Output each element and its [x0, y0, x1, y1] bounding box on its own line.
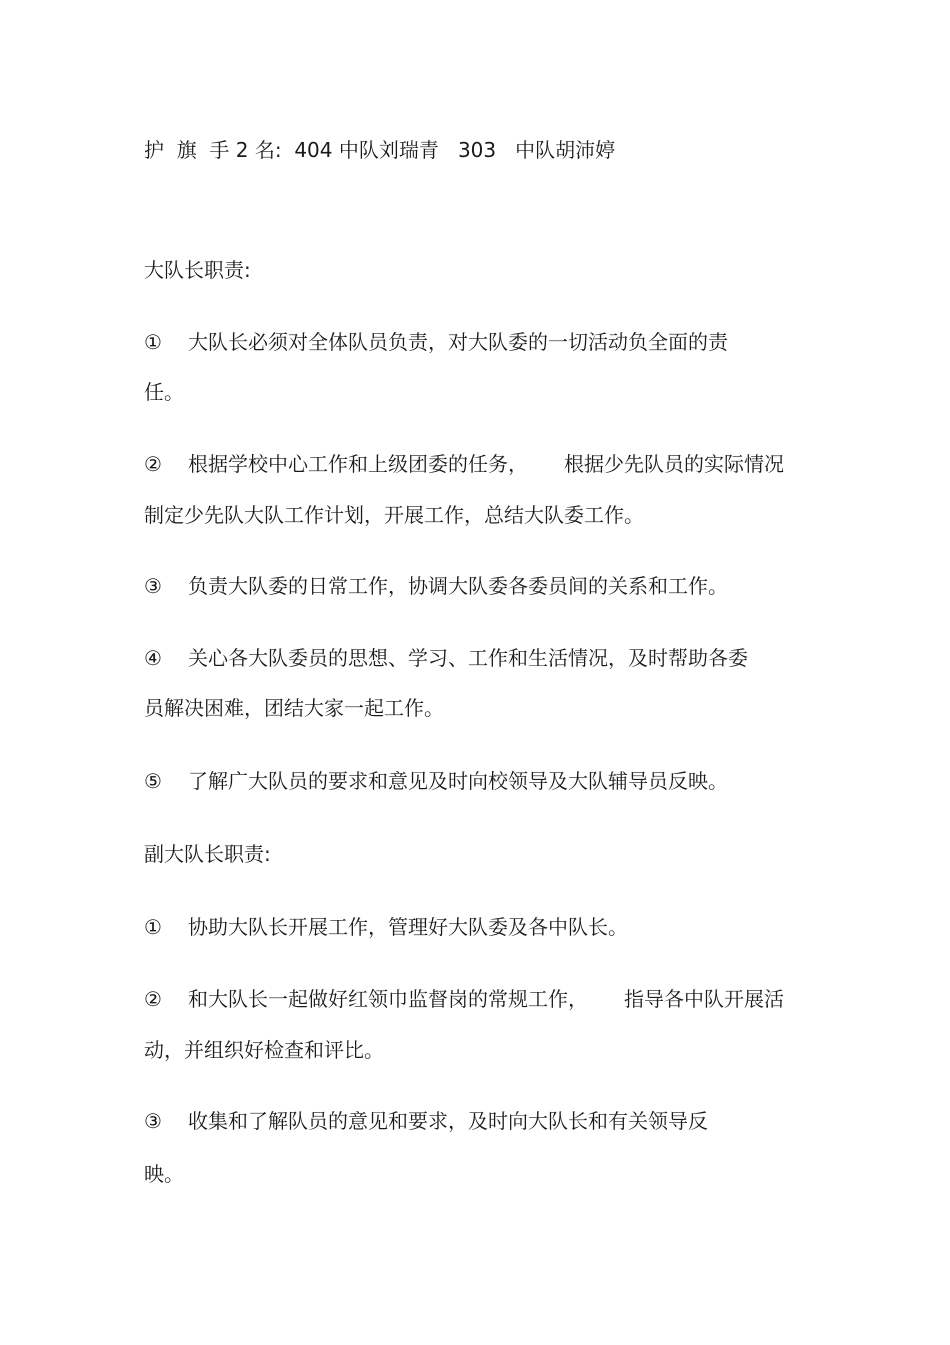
guard-member-1: 404 中队刘瑞青	[294, 138, 439, 162]
captain-item-3	[144, 574, 728, 598]
item-text: 根据学校中心工作和上级团委的任务，	[188, 452, 528, 476]
captain-item-1-cont: 任。	[144, 380, 184, 404]
item-text: 关心各大队委员的思想、学习、工作和生活情况，及时帮助各委	[188, 646, 748, 670]
item-number: ②	[144, 987, 162, 1011]
captain-item-4-cont: 员解决困难，团结大家一起工作。	[144, 696, 444, 720]
captain-item-1	[144, 330, 728, 354]
item-text: 协助大队长开展工作，管理好大队委及各中队长。	[188, 915, 628, 939]
captain-item-2-cont: 制定少先队大队工作计划，开展工作，总结大队委工作。	[144, 503, 644, 527]
vice-item-2-cont: 动，并组织好检查和评比。	[144, 1038, 384, 1062]
vice-heading: 副大队长职责:	[144, 842, 271, 866]
item-number: ⑤	[144, 769, 162, 793]
item-text: 负责大队委的日常工作，协调大队委各委员间的关系和工作。	[188, 574, 728, 598]
item-number: ①	[144, 330, 162, 354]
vice-item-3-cont: 映。	[144, 1162, 184, 1186]
captain-heading: 大队长职责:	[144, 258, 251, 282]
guard-member-2: 303 中队胡沛婷	[457, 138, 616, 162]
item-text: 收集和了解队员的意见和要求，及时向大队长和有关领导反	[188, 1109, 708, 1133]
captain-item-2	[144, 452, 784, 476]
vice-item-3	[144, 1109, 708, 1133]
item-text: 根据少先队员的实际情况	[564, 452, 784, 476]
vice-item-2	[144, 987, 784, 1011]
item-text: 大队长必须对全体队员负责，对大队委的一切活动负全面的责	[188, 330, 728, 354]
captain-item-4	[144, 646, 748, 670]
guards-label: 护 旗 手 2 名:	[144, 138, 282, 162]
item-number: ③	[144, 574, 162, 598]
item-text: 了解广大队员的要求和意见及时向校领导及大队辅导员反映。	[188, 769, 728, 793]
item-number: ③	[144, 1109, 162, 1133]
vice-item-1	[144, 915, 628, 939]
item-text: 指导各中队开展活	[624, 987, 784, 1011]
item-number: ①	[144, 915, 162, 939]
item-number: ②	[144, 452, 162, 476]
item-text: 和大队长一起做好红领巾监督岗的常规工作，	[188, 987, 588, 1011]
guards-line	[144, 138, 615, 162]
item-number: ④	[144, 646, 162, 670]
captain-item-5	[144, 769, 728, 793]
